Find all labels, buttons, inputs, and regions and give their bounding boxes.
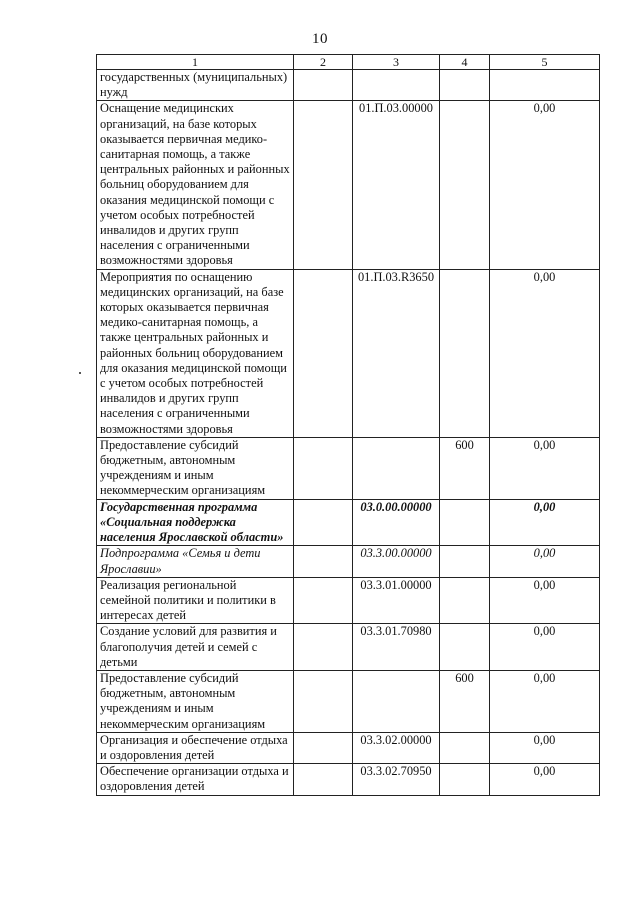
row-amount: 0,00 xyxy=(490,624,600,671)
budget-table xyxy=(96,54,600,796)
row-code: 01.П.03.00000 xyxy=(353,101,440,269)
table-row xyxy=(97,670,600,732)
row-name: Оснащение медицинских организаций, на базе которых оказывается первичная медико-санитарная помощь, а также центральных районных и районных больниц оборудованием для оказания медицинской помощи с учетом особых потребностей инвалидов и других групп населения с ограниченными возможностями здоровья xyxy=(97,101,294,269)
table-header-row xyxy=(97,55,600,70)
row-col2 xyxy=(294,624,353,671)
row-amount: 0,00 xyxy=(490,670,600,732)
table-row xyxy=(97,546,600,577)
row-code xyxy=(353,670,440,732)
row-type xyxy=(440,546,490,577)
row-code: 03.3.01.70980 xyxy=(353,624,440,671)
row-name: государственных (муниципальных) нужд xyxy=(97,70,294,101)
row-code xyxy=(353,437,440,499)
row-amount: 0,00 xyxy=(490,577,600,624)
row-col2 xyxy=(294,269,353,437)
row-col2 xyxy=(294,764,353,795)
row-col2 xyxy=(294,577,353,624)
row-type xyxy=(440,577,490,624)
column-header: 5 xyxy=(490,55,600,70)
row-code: 03.3.02.70950 xyxy=(353,764,440,795)
row-code: 01.П.03.R3650 xyxy=(353,269,440,437)
row-type xyxy=(440,101,490,269)
row-name: Организация и обеспечение отдыха и оздоровления детей xyxy=(97,732,294,763)
table-row xyxy=(97,624,600,671)
row-type: 600 xyxy=(440,437,490,499)
row-col2 xyxy=(294,732,353,763)
row-col2 xyxy=(294,546,353,577)
table-row xyxy=(97,269,600,437)
row-code xyxy=(353,70,440,101)
row-col2 xyxy=(294,670,353,732)
row-amount: 0,00 xyxy=(490,546,600,577)
row-amount: 0,00 xyxy=(490,764,600,795)
row-name: Создание условий для развития и благополучия детей и семей с детьми xyxy=(97,624,294,671)
table-row xyxy=(97,70,600,101)
table-row xyxy=(97,732,600,763)
row-type xyxy=(440,70,490,101)
column-header: 3 xyxy=(353,55,440,70)
row-col2 xyxy=(294,499,353,546)
row-amount xyxy=(490,70,600,101)
page-number: 10 xyxy=(312,31,328,47)
column-header: 1 xyxy=(97,55,294,70)
row-amount: 0,00 xyxy=(490,437,600,499)
row-name: Мероприятия по оснащению медицинских организаций, на базе которых оказывается первичная медико-санитарная помощь, а также центральных районных и районных больниц оборудованием для оказания медицинской помощи с учетом особых потребностей инвалидов и других групп населения с ограниченными возможностями здоровья xyxy=(97,269,294,437)
row-col2 xyxy=(294,70,353,101)
table-row xyxy=(97,577,600,624)
table-row xyxy=(97,764,600,795)
table-row xyxy=(97,101,600,269)
row-type xyxy=(440,269,490,437)
row-name: Предоставление субсидий бюджетным, автономным учреждениям и иным некоммерческим организациям xyxy=(97,670,294,732)
row-name: Обеспечение организации отдыха и оздоровления детей xyxy=(97,764,294,795)
row-type xyxy=(440,624,490,671)
row-amount: 0,00 xyxy=(490,732,600,763)
row-name: Государственная программа «Социальная поддержка населения Ярославской области» xyxy=(97,499,294,546)
row-type xyxy=(440,764,490,795)
row-col2 xyxy=(294,437,353,499)
row-name: Подпрограмма «Семья и дети Ярославии» xyxy=(97,546,294,577)
scan-speck xyxy=(79,372,81,374)
row-name: Реализация региональной семейной политики и политики в интересах детей xyxy=(97,577,294,624)
row-code: 03.3.01.00000 xyxy=(353,577,440,624)
row-type xyxy=(440,499,490,546)
row-type: 600 xyxy=(440,670,490,732)
table-row xyxy=(97,437,600,499)
row-code: 03.3.02.00000 xyxy=(353,732,440,763)
row-type xyxy=(440,732,490,763)
row-col2 xyxy=(294,101,353,269)
column-header: 2 xyxy=(294,55,353,70)
column-header: 4 xyxy=(440,55,490,70)
row-code: 03.0.00.00000 xyxy=(353,499,440,546)
row-name: Предоставление субсидий бюджетным, автономным учреждениям и иным некоммерческим организациям xyxy=(97,437,294,499)
table-row xyxy=(97,499,600,546)
row-code: 03.3.00.00000 xyxy=(353,546,440,577)
row-amount: 0,00 xyxy=(490,499,600,546)
row-amount: 0,00 xyxy=(490,101,600,269)
row-amount: 0,00 xyxy=(490,269,600,437)
